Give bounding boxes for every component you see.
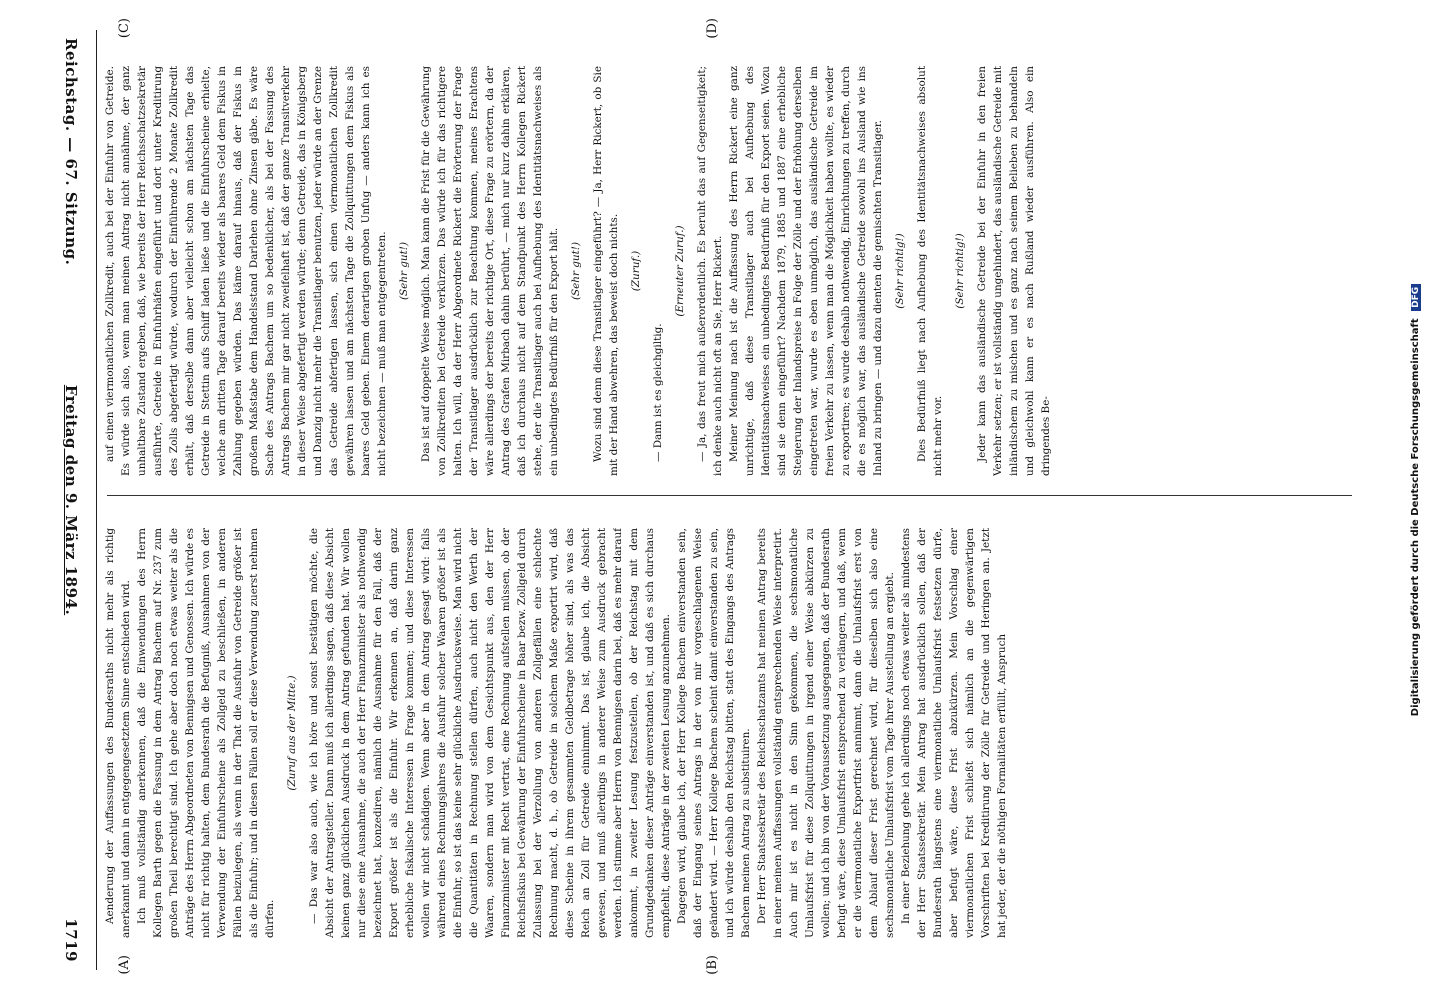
paragraph: — Das war also auch, wie ich höre und sonst bestätigen möchte, die Absicht der Antragsteller. Dann muß ich allerdings sagen, daß diese Absicht keinen ganz glücklichen Ausdruck in dem Antrag gefunden hat. Wir wollen nur diese eine Ausnahme, die auch der Herr Finanzminister als nothwendig bezeichnet hat, konzediren, nämlich die Ausnahme für den Fall, daß der Export größer ist als die Einfuhr. Wir erkennen an, daß darin ganz erhebliche fiskalische Interessen in Frage kommen; und diese Interessen wollen wir nicht schädigen. Wenn aber in dem Antrag gesagt wird: falls während eines Rechnungsjahres die Ausfuhr solcher Waaren größer ist als die Einfuhr, so ist das keine sehr glückliche Ausdrucksweise. Man wird nicht die Quantitäten in Rechnung stellen dürfen, auch nicht den Werth der Waaren, sondern man wird von dem Gesichtspunkt aus, den der Herr Finanzminister mit Recht vertrat, eine Rechnung aufstellen müssen, ob der Reichsfiskus bei Gewährung der Einfuhrscheine in Baar bezw. Zollgeld durch Zulassung bei der Verzollung von anderen Zollgefällen eine schlechte Rechnung macht, d. h., ob Getreide in solchem Maße exportirt wird, daß diese Scheine in ihrem gesammten Geldbetrage höher sind, als was das Reich an Zoll für Getreide einnimmt. Das ist, glaube ich, die Absicht gewesen, und muß allerdings in anderer Weise zum Ausdruck gebracht werden. Ich stimme aber Herrn von Bennigsen darin bei, daß es mehr darauf ankommt, in zweiter Lesung festzustellen, ob der Reichstag mit dem Grundgedanken dieser Anträge einverstanden ist, und daß es sich durchaus empfiehlt, diese Anträge in der zweiten Lesung anzunehmen. bbox=[308, 528, 672, 938]
attribution-text: Digitalisierung gefördert durch die Deutsche Forschungsgemeinschaft bbox=[1410, 318, 1421, 717]
paragraph: Dagegen wird, glaube ich, der Herr Kollege Bachem einverstanden sein, daß der Eingang seines Antrags in der von mir vorgeschlagenen Weise geändert wird. — Herr Kollege Bachem scheint damit einverstanden zu sein, und ich würde deshalb den Reichstag bitten, statt des Eingangs des Antrags Bachem meinen Antrag zu substituiren. bbox=[676, 528, 752, 938]
header-date: Freitag den 9. März 1894. bbox=[62, 384, 80, 616]
header-session: Reichstag. — 67. Sitzung. bbox=[62, 38, 80, 266]
digitization-attribution bbox=[1410, 30, 1428, 970]
column-divider bbox=[107, 495, 1352, 496]
paragraph: auf einen viermonatlichen Zollkredit, auch bei der Einfuhr von Getreide. Es würde sich also, wenn man meinen Antrag nicht annähme, der ganz unhaltbare Zustand ergeben, daß, wie bereits der Herr Reichsschatzsekretär ausführte, Getreide in Einfuhrhäfen eingeführt und dort unter Kreditirung des Zolls abgefertigt würde, wodurch der Einführende 2 Monate Zollkredit erhält, daß derselbe dann aber vielleicht schon am nächsten Tage das Getreide in Stettin aufs Schiff laden ließe und die Einfuhrscheine erhielte, welche am dritten Tage darauf bereits wieder als baares Geld dem Fiskus in Zahlung gegeben würden. Das käme darauf hinaus, daß der Fiskus in großem Maßstabe dem Handelsstand Darlehen ohne Zinsen gäbe. Es wäre Sache des Antrags Bachem um so bedenklicher, als bei der Fassung des Antrags Bachem mir gar nicht zweifelhaft ist, daß der ganze Transitverkehr in dieser Weise abgefertigt werden würde; denn Getreide, das in Königsberg und Danzig nicht mehr die Transitlager benutzen, jeder würde an der Grenze das Getreide abfertigen lassen, sich einen viermonatlichen Zollkredit gewähren lassen und am nächsten Tage die Zollquittungen dem Fiskus als baares Geld geben. Einem derartigen groben Unfug — anders kann ich es nicht bezeichnen — muß man entgegentreten. bbox=[104, 66, 388, 476]
text-column-left bbox=[102, 528, 1357, 938]
interjection: (Zuruf.) bbox=[630, 250, 642, 292]
paragraph: Wozu sind denn diese Transitlager eingeführt? — Ja, Herr Rickert, ob Sie mit der Hand abwehren, das beweist doch nichts. bbox=[592, 66, 620, 476]
paragraph: In einer Beziehung gehe ich allerdings noch etwas weiter als mindestens der Herr Staatssekretär. Mein Antrag hat ausdrücklich sollen, daß der Bundesrath längstens eine viermonatliche Umlaufsfrist festsetzen dürfe, aber befugt wäre, diese Frist abzukürzen. Mein Vorschlag einer viermonatlichen Frist schließt sich nämlich an die gegenwärtigen Vorschriften bei Kreditirung der Zölle für Getreide und Heringen an. Jetzt hat jeder, der die nöthigen Formalitäten erfüllt, Anspruch bbox=[900, 528, 1008, 938]
paragraph: Jeder kann das ausländische Getreide bei der Einfuhr in den freien Verkehr setzen; er ist vollständig ungehindert, das ausländische Getreide mit inländischem zu mischen und es ganz nach seinem Belieben zu behandeln und gleichwohl kann er es nach Rußland wieder ausführen. Also ein dringendes Be- bbox=[976, 66, 1052, 476]
header-rule bbox=[96, 30, 97, 970]
paragraph: Das ist auf doppelte Weise möglich. Man kann die Frist für die Gewährung von Zollkrediten bei Getreide verkürzen. Das würde ich für das richtigere halten. Ich will, da der Herr Abgeordnete Rickert die Erörterung der Frage der Transitlager ausdrücklich zur Beachtung kommen, meines Erachtens wäre allerdings der bereits der richtige Ort, diese Frage zu erörtern, da der Antrag des Grafen Mirbach dahin berührt, — mich nur kurz dahin erklären, daß ich durchaus nicht auf dem Standpunkt des Herrn Kollegen Rickert stehe, der die Transitlager auch bei Aufhebung des Identitätsnachweises als ein unbedingtes Bedürfniß für den Export hält. bbox=[420, 66, 560, 476]
paragraph: — Dann ist es gleichgiltig. bbox=[652, 323, 664, 462]
interjection: (Sehr gut!) bbox=[398, 241, 410, 301]
page-number: 1719 bbox=[62, 918, 80, 962]
interjection: (Sehr gut!) bbox=[570, 241, 582, 301]
margin-marker-d: (D) bbox=[705, 18, 720, 39]
dfg-logo: DFG bbox=[1411, 284, 1421, 311]
margin-marker-c: (C) bbox=[117, 18, 132, 39]
paragraph: Meiner Meinung nach ist die Auffassung des Herrn Rickert eine ganz unrichtige, daß diese Transitlager auch bei Aufhebung des Identitätsnachweises ein unbedingtes Bedürfniß für den Export seien. Wozu sind sie denn eingeführt? Nachdem 1879, 1885 und 1887 eine erhebliche Steigerung der Inlandspreise in Folge der Zölle und der Erhöhung derselben eingetreten war, wurde es eben unmöglich, das ausländische Getreide im freien Verkehr zu lassen, wenn man die Möglichkeit haben wollte, es wieder zu exportiren; es wurde deshalb nothwendig, Einrichtungen zu treffen, durch die es möglich war, das ausländische Getreide sowohl ins Ausland wie ins Inland zu bringen — und dazu dienten die gemischten Transitlager. bbox=[728, 66, 884, 476]
interjection: (Zuruf aus der Mitte.) bbox=[286, 675, 298, 791]
interjection: (Sehr richtig!) bbox=[954, 233, 966, 309]
text-column-right bbox=[102, 66, 1357, 476]
margin-marker-b: (B) bbox=[705, 955, 720, 975]
paragraph: — Ja, das freut mich außerordentlich. Es beruht das auf Gegenseitigkeit; ich denke auch nicht oft an Sie, Herr Rickert. bbox=[696, 66, 724, 476]
paragraph: Dies Bedürfniß liegt nach Aufhebung des Identitätsnachweises absolut nicht mehr vor. bbox=[916, 66, 944, 476]
interjection: (Sehr richtig!) bbox=[894, 233, 906, 309]
paragraph: Ich muß vollständig anerkennen, daß die Einwendungen des Herrn Kollegen Barth gegen die Fassung in dem Antrag Bachem auf Nr. 237 zum großen Theil berechtigt sind. Ich gehe aber doch noch etwas weiter als die Anträge des Herrn Abgeordneten von Bennigsen und Genossen. Ich würde es nicht für richtig halten, dem Bundesrath die Befugniß, Ausnahmen von der Verwendung der Einfuhrscheine als Zollgeld zu beschließen, in anderen Fällen beizulegen, als wenn in der That die Ausfuhr von Getreide größer ist als die Einfuhr; und in diesen Fällen soll er diese Verwendung zuerst nehmen dürfen. bbox=[136, 528, 276, 938]
margin-marker-a: (A) bbox=[117, 955, 132, 975]
paragraph: Aenderung der Auffassungen des Bundesraths nicht mehr als richtig anerkannt und dann in entgegengesetztem Sinne entschieden wird. bbox=[104, 528, 132, 938]
page-header bbox=[50, 30, 90, 970]
paragraph: Der Herr Staatssekretär des Reichsschatzamts hat meinen Antrag bereits in einer meinen Auffassungen vollständig entsprechenden Weise interpretirt. Auch mir ist es nicht in den Sinn gekommen, die sechsmonatliche Umlaufsfrist für diese Zollquittungen in irgend einer Weise abkürzen zu wollen; und ich bin von der Voraussetzung ausgegangen, daß der Bundesrath befugt wäre, diese Umlaufsfrist entsprechend zu verlängern, und daß, wenn er die viermonatliche Exportfrist annimmt, dann die Umlaufsfrist erst von dem Ablauf dieser Frist gerechnet wird, für dieselben sich also eine sechsmonatliche Umlaufsfrist vom Tage ihrer Ausstellung an ergiebt. bbox=[756, 528, 896, 938]
interjection: (Erneuter Zuruf.) bbox=[674, 225, 686, 317]
